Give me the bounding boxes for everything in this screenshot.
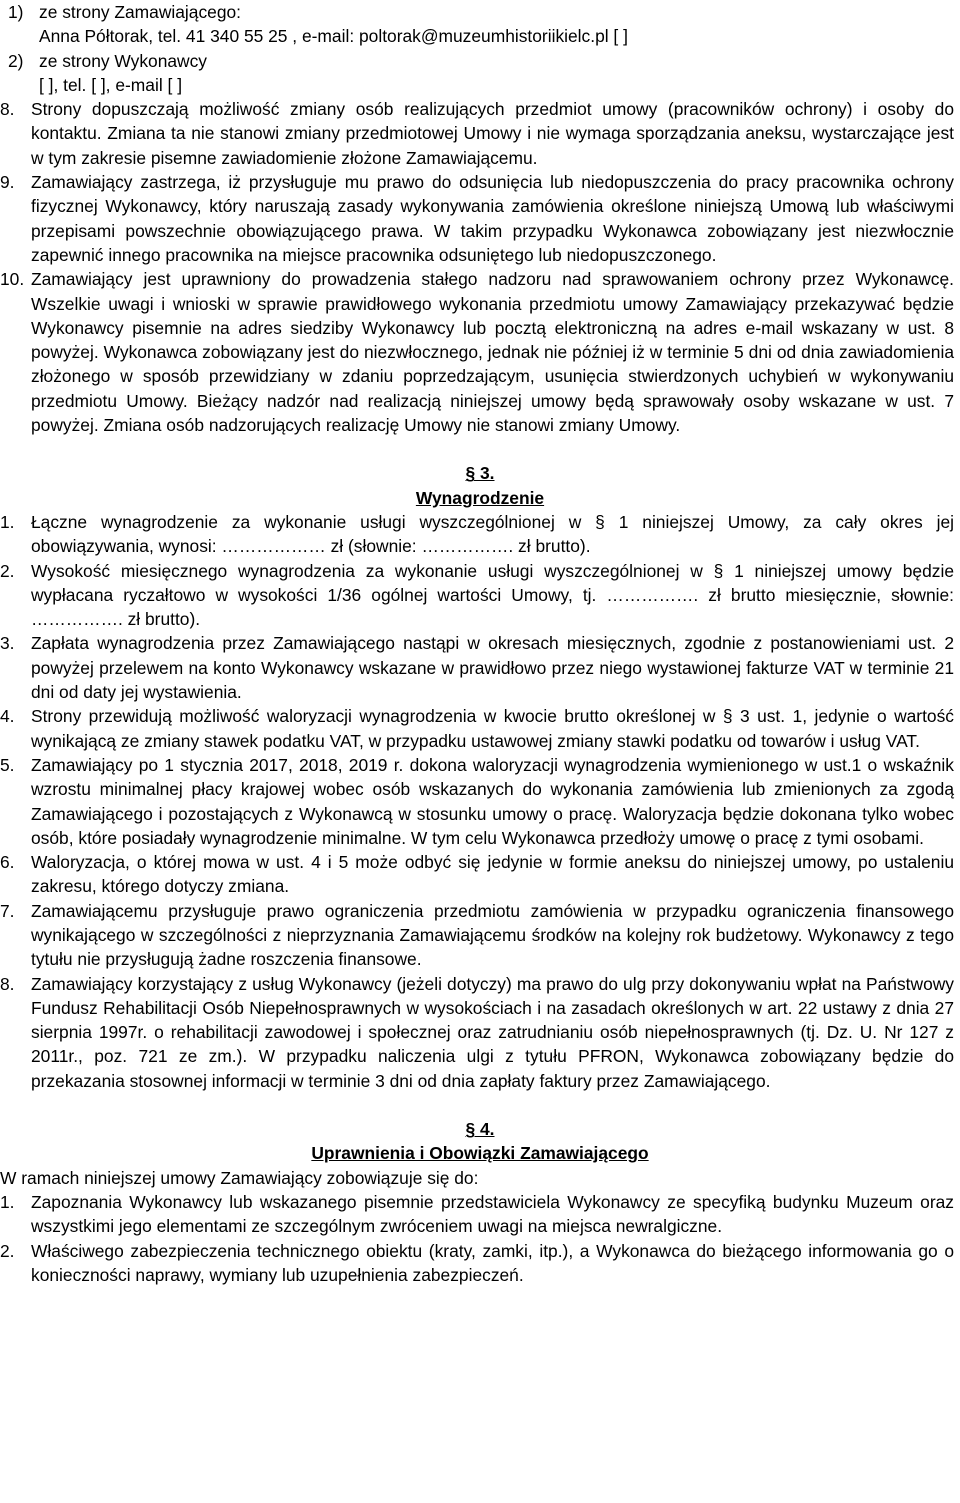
list-text: ze strony Zamawiającego: [39, 2, 242, 22]
list-text: ze strony Wykonawcy [39, 50, 208, 71]
section-4-heading [0, 1117, 960, 1166]
list-number: 10. [0, 269, 25, 290]
contact-item-ordering-party [8, 0, 960, 24]
list-item [0, 170, 954, 267]
list-text: Zamawiający po 1 stycznia 2017, 2018, 2019 r. dokona waloryzacji wynagrodzenia wymienionego w ust.1 o wskaźnik wzrostu minimalnej płacy krajowej wobec osób wskazanych do wykonania zamówienia lub zmienionych za zgodą Zamawiającego i pozostających z Wykonawcą w stosunku umowy o pracę. Waloryzacja będzie dokonana tylko wobec osób, które posiadały wynagrodzenie minimalne. W tym celu Wykonawca przedłoży umowę o pracę z tymi osobami. [31, 754, 954, 848]
section-number: § 4. [465, 1119, 495, 1140]
list-item [0, 510, 954, 559]
list-text: Zapoznania Wykonawcy lub wskazanego pisemnie przedstawiciela Wykonawcy ze specyfiką budynku Muzeum oraz wszystkimi jego elementami ze szczególnym zwróceniem uwagi na miejsca newralgiczne. [31, 1191, 954, 1237]
section-number: § 3. [465, 463, 495, 484]
section-2-tail [0, 97, 960, 437]
list-text: Strony dopuszczają możliwość zmiany osób realizujących przedmiot umowy (pracowników ochrony) i osoby do kontaktu. Zmiana ta nie stanowi zmiany przedmiotowej Umowy i nie wymaga sporządzania aneksu, wystarczające jest w tym zakresie pisemne zawiadomienie złożone Zamawiającemu. [31, 99, 954, 168]
list-number: 3. [0, 633, 15, 654]
list-number: 2) [8, 50, 24, 71]
list-text: Strony przewidują możliwość waloryzacji wynagrodzenia w kwocie brutto określonej w § 3 ust. 1, jedynie o wartość wynikającą ze zmiany stawek podatku VAT, w przypadku ustawowej zmiany stawki podatku od towarów i usług VAT. [31, 706, 954, 751]
list-number: 2. [0, 1240, 15, 1261]
list-item [0, 972, 954, 1093]
list-number: 6. [0, 852, 15, 873]
list-item [0, 704, 954, 753]
list-number: 4. [0, 706, 15, 727]
list-number: 1. [0, 511, 15, 532]
list-number: 5. [0, 754, 15, 775]
list-number: 1) [8, 2, 24, 22]
list-item [0, 267, 954, 437]
list-item [0, 899, 954, 972]
list-number: 7. [0, 900, 15, 921]
contact-list [0, 0, 960, 97]
contact-item-contractor [8, 49, 960, 73]
list-text: Łączne wynagrodzenie za wykonanie usługi wyszczególnionej w § 1 niniejszej Umowy, za cały okres jej obowiązywania, wynosi: ……………… zł (słownie: ……………. zł brutto). [31, 511, 954, 557]
list-item [0, 753, 954, 850]
list-text: Zamawiającemu przysługuje prawo ograniczenia przedmiotu zamówienia w przypadku ograniczenia finansowego wynikającego w szczególności z nieprzyznania Zamawiającemu środków na kolejny rok budżetowy. Wykonawcy z tego tytułu nie przysługują żadne roszczenia finansowe. [31, 900, 954, 970]
contact-line-ordering-party: Anna Półtorak, tel. 41 340 55 25 , e-mail: poltorak@muzeumhistoriikielc.pl [ ] [39, 26, 628, 47]
list-text: Właściwego zabezpieczenia technicznego obiektu (kraty, zamki, itp.), a Wykonawca do bieżącego informowania go o konieczności naprawy, wymiany lub uzupełnienia zabezpieczeń. [31, 1240, 954, 1285]
contact-line-contractor: [ ], tel. [ ], e-mail [ ] [39, 74, 183, 95]
list-number: 9. [0, 172, 15, 193]
list-text: Waloryzacja, o której mowa w ust. 4 i 5 może odbyć się jedynie w formie aneksu do niniejszej umowy, po ustaleniu zakresu, którego dotyczy zmiana. [31, 852, 954, 897]
section-4-intro: W ramach niniejszej umowy Zamawiający zobowiązuje się do: [0, 1167, 479, 1188]
spacer [0, 437, 960, 461]
list-item [0, 97, 954, 170]
list-text: Zapłata wynagrodzenia przez Zamawiającego nastąpi w okresach miesięcznych, zgodnie z postanowieniami ust. 2 powyżej przelewem na konto Wykonawcy wskazane w prawidłowo przez niego wystawionej fakturze VAT w terminie 21 dni od daty jej wystawienia. [31, 633, 954, 703]
list-number: 1. [0, 1191, 15, 1212]
list-text: Zamawiający jest uprawniony do prowadzenia stałego nadzoru nad sprawowaniem ochrony przez Wykonawcę. Wszelkie uwagi i wnioski w sprawie prawidłowego wykonania przedmiotu umowy Zamawiający przekazywać będzie Wykonawcy pisemnie na adres siedziby Wykonawcy lub pocztą elektroniczną na adres e-mail wskazany w ust. 8 powyżej. Wykonawca zobowiązany jest do niezwłocznego, jednak nie później iż w terminie 5 dni od dnia zawiadomienia złożonego w sposób przewidziany w zdaniu poprzedzającym, usunięcia stwierdzonych uchybień w wykonywaniu przedmiotu Umowy. Bieżący nadzór nad realizacją niniejszej umowy będą sprawowały osoby wskazane w ust. 7 powyżej. Zmiana osób nadzorujących realizację Umowy nie stanowi zmiany Umowy. [31, 269, 954, 436]
list-number: 2. [0, 560, 15, 581]
section-3-heading [0, 461, 960, 510]
section-title: Wynagrodzenie [415, 487, 545, 508]
section-4-list [0, 1190, 960, 1287]
list-text: Wysokość miesięcznego wynagrodzenia za wykonanie usługi wyszczególnionej w § 1 niniejszej umowy będzie wypłacana ryczałtowo w wysokości 1/36 ogólnej wartości Umowy, tj. ……………. zł brutto miesięcznie, słownie: ……………. zł brutto). [31, 560, 954, 630]
list-number: 8. [0, 973, 15, 994]
list-item [0, 1239, 954, 1288]
list-number: 8. [0, 99, 15, 120]
section-3-list [0, 510, 960, 1093]
list-text: Zamawiający korzystający z usług Wykonawcy (jeżeli dotyczy) ma prawo do ulg przy dokonywaniu wpłat na Państwowy Fundusz Rehabilitacji Osób Niepełnosprawnych w wysokościach i na zasadach określonych w art. 22 ustawy z dnia 27 sierpnia 1997r. o rehabilitacji zawodowej i społecznej oraz zatrudnianiu osób niepełnosprawnych (tj. Dz. U. Nr 127 z 2011r., poz. 721 ze zm.). W przypadku naliczenia ulgi z tytułu PFRON, Wykonawca zobowiązany będzie do przekazania stosownej informacji w terminie 3 dni od dnia zapłaty faktury przez Zamawiającego. [31, 973, 954, 1091]
list-item [0, 850, 954, 899]
section-title: Uprawnienia i Obowiązki Zamawiającego [311, 1143, 649, 1164]
list-item [0, 631, 954, 704]
list-text: Zamawiający zastrzega, iż przysługuje mu prawo do odsunięcia lub niedopuszczenia do pracy pracownika ochrony fizycznej Wykonawcy, który naruszają zasady wykonywania zamówienia określone niniejszą Umową lub właściwymi przepisami powszechnie obowiązującego prawa. W takim przypadku Wykonawca zobowiązany jest niezwłocznie zapewnić innego pracownika na miejsce pracownika odsuniętego lub niedopuszczonego. [31, 172, 954, 265]
list-item [0, 559, 954, 632]
list-item [0, 1190, 954, 1239]
spacer [0, 1093, 960, 1117]
